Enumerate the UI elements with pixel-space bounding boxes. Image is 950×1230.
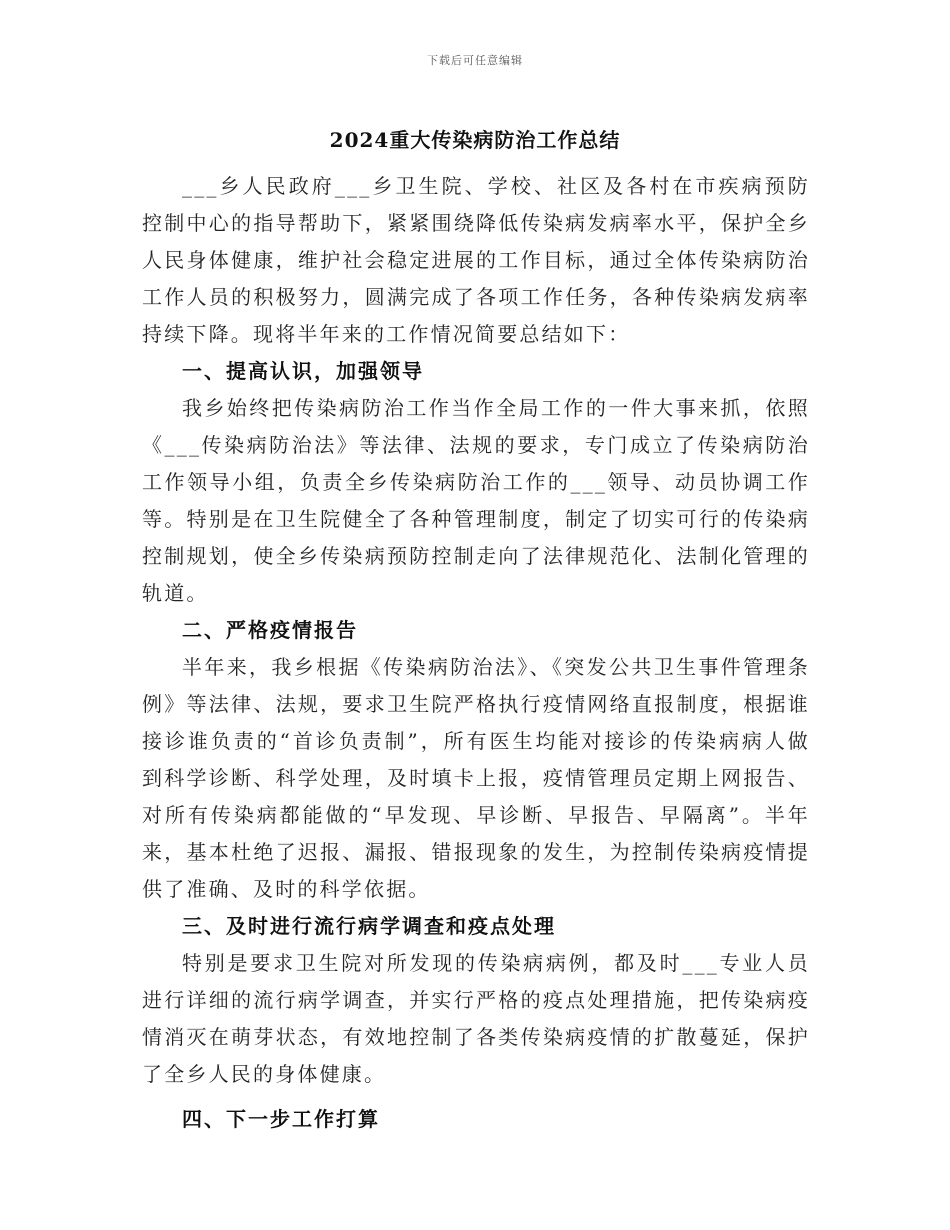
section-heading-1: 一、提高认识，加强领导 — [182, 359, 424, 383]
section-body-3: 特别是要求卫生院对所发现的传染病病例，都及时___专业人员进行详细的流行病学调查，并实行严格的疫点处理措施，把传染病疫情消灭在萌芽状态，有效地控制了各类传染病疫情的扩散蔓延，保护了全乡人民的身体健康。 — [142, 951, 810, 1086]
intro-paragraph: ___乡人民政府___乡卫生院、学校、社区及各村在市疾病预防控制中心的指导帮助下，紧紧围绕降低传染病发病率水平，保护全乡人民身体健康，维护社会稳定进展的工作目标，通过全体传染病防治工作人员的积极努力，圆满完成了各项工作任务，各种传染病发病率持续下降。现将半年来的工作情况简要总结如下： — [142, 174, 810, 346]
document-body — [142, 168, 810, 1138]
document-title: 2024重大传染病防治工作总结 — [329, 128, 621, 152]
section-heading-3: 三、及时进行流行病学调查和疫点处理 — [182, 914, 556, 938]
section-body-2: 半年来，我乡根据《传染病防治法》、《突发公共卫生事件管理条例》等法律、法规，要求卫生院严格执行疫情网络直报制度，根据谁接诊谁负责的“首诊负责制”，所有医生均能对接诊的传染病病人做到科学诊断、科学处理，及时填卡上报，疫情管理员定期上网报告、对所有传染病都能做的“早发现、早诊断、早报告、早隔离”。半年来，基本杜绝了迟报、漏报、错报现象的发生，为控制传染病疫情提供了准确、及时的科学依据。 — [142, 655, 810, 901]
section-body-1: 我乡始终把传染病防治工作当作全局工作的一件大事来抓，依照《___传染病防治法》等法律、法规的要求，专门成立了传染病防治工作领导小组，负责全乡传染病防治工作的___领导、动员协调工作等。特别是在卫生院健全了各种管理制度，制定了切实可行的传染病控制规划，使全乡传染病预防控制走向了法律规范化、法制化管理的轨道。 — [142, 396, 810, 605]
section-heading-4: 四、下一步工作打算 — [182, 1107, 380, 1131]
header-note: 下载后可任意编辑 — [427, 54, 523, 67]
section-heading-2: 二、严格疫情报告 — [182, 618, 358, 642]
